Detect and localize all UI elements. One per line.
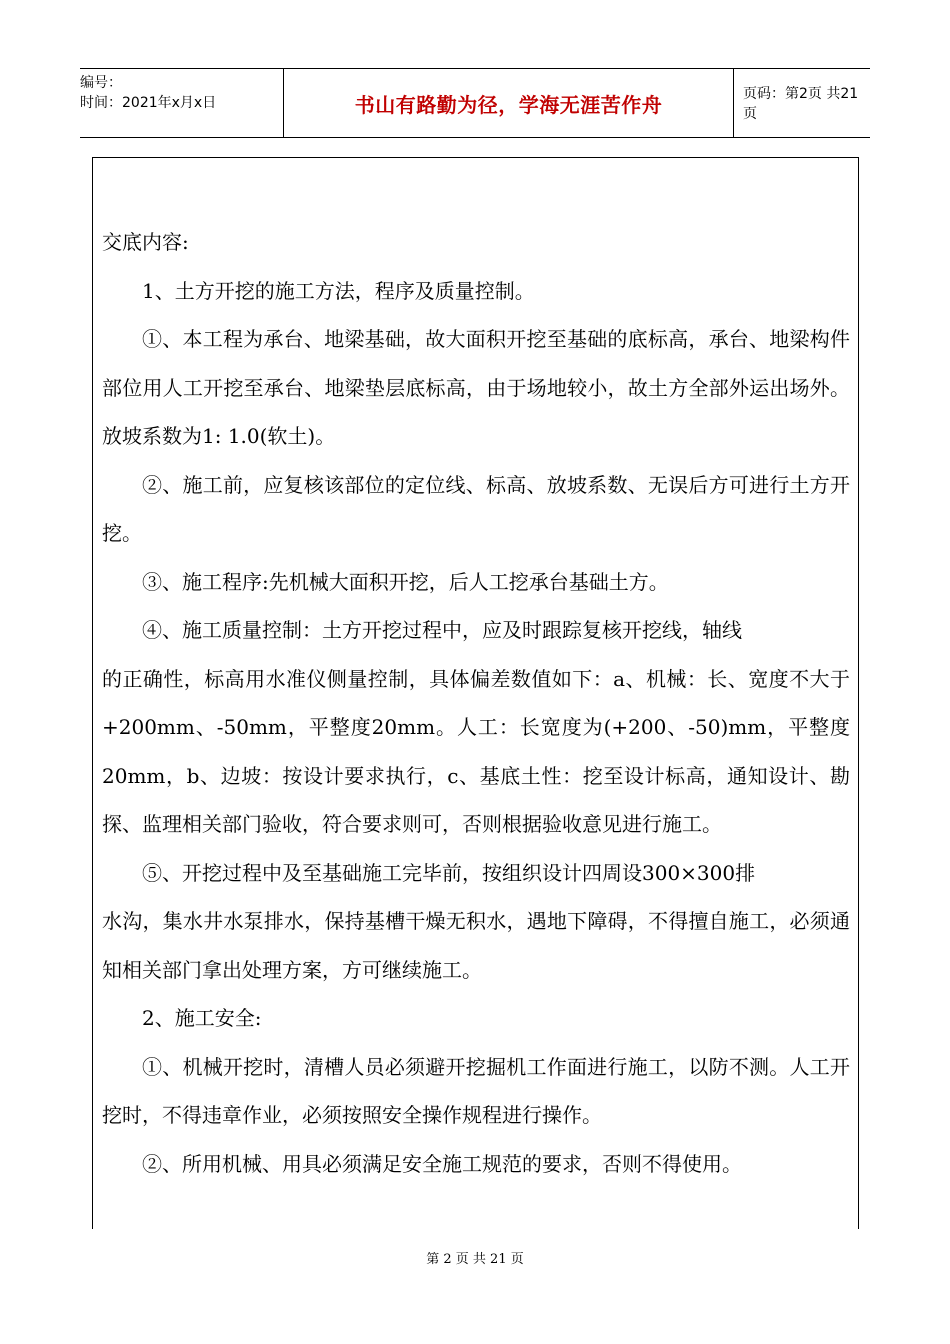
paragraph: ②、施工前，应复核该部位的定位线、标高、放坡系数、无误后方可进行土方开挖。 <box>102 472 850 545</box>
paragraph: 水沟，集水井水泵排水，保持基槽干燥无积水，遇地下障碍，不得擅自施工，必须通知相关部门拿出处理方案，方可继续施工。 <box>102 909 850 982</box>
document-number-label: 编号： <box>80 75 122 91</box>
content-heading: 交底内容: <box>102 230 189 254</box>
paragraph: 2、施工安全: <box>142 1006 262 1030</box>
header-motto-cell <box>283 69 734 137</box>
briefing-content <box>102 218 850 1188</box>
header-page-cell <box>733 69 870 137</box>
paragraph: ①、本工程为承台、地梁基础，故大面积开挖至基础的底标高，承台、地梁构件部位用人工开挖至承台、地梁垫层底标高，由于场地较小，故土方全部外运出场外。放坡系数为1: 1.0(软土)。 <box>102 327 850 448</box>
header-page-number: 页码：第2页 共21页 <box>743 86 859 122</box>
paragraph: ⑤、开挖过程中及至基础施工完毕前，按组织设计四周设300×300排 <box>142 860 756 885</box>
paragraph: ②、所用机械、用具必须满足安全施工规范的要求，否则不得使用。 <box>142 1151 742 1176</box>
paragraph: 1、土方开挖的施工方法，程序及质量控制。 <box>142 278 535 303</box>
page-footer: 第 2 页 共 21 页 <box>426 1252 524 1267</box>
header-motto: 书山有路勤为径，学海无涯苦作舟 <box>354 92 663 117</box>
paragraph: ①、机械开挖时，清槽人员必须避开挖掘机工作面进行施工，以防不测。人工开挖时，不得违章作业，必须按照安全操作规程进行操作。 <box>102 1054 850 1127</box>
page-header <box>80 68 870 138</box>
paragraph: ④、施工质量控制：土方开挖过程中，应及时跟踪复核开挖线，轴线 <box>142 618 742 642</box>
paragraph: 的正确性，标高用水准仪侧量控制，具体偏差数值如下：a、机械：长、宽度不大于+200mm、-50mm，平整度20mm。人工：长宽度为(+200、-50)mm，平整度20mm，b、边坡：按设计要求执行，c、基底土性：挖至设计标高，通知设计、勘探、监理相关部门验收，符合要求则可，否则根据验收意见进行施工。 <box>102 666 850 836</box>
header-meta <box>80 69 283 141</box>
document-time-label: 时间：2021年x月x日 <box>80 95 217 111</box>
paragraph: ③、施工程序:先机械大面积开挖，后人工挖承台基础土方。 <box>142 569 669 594</box>
